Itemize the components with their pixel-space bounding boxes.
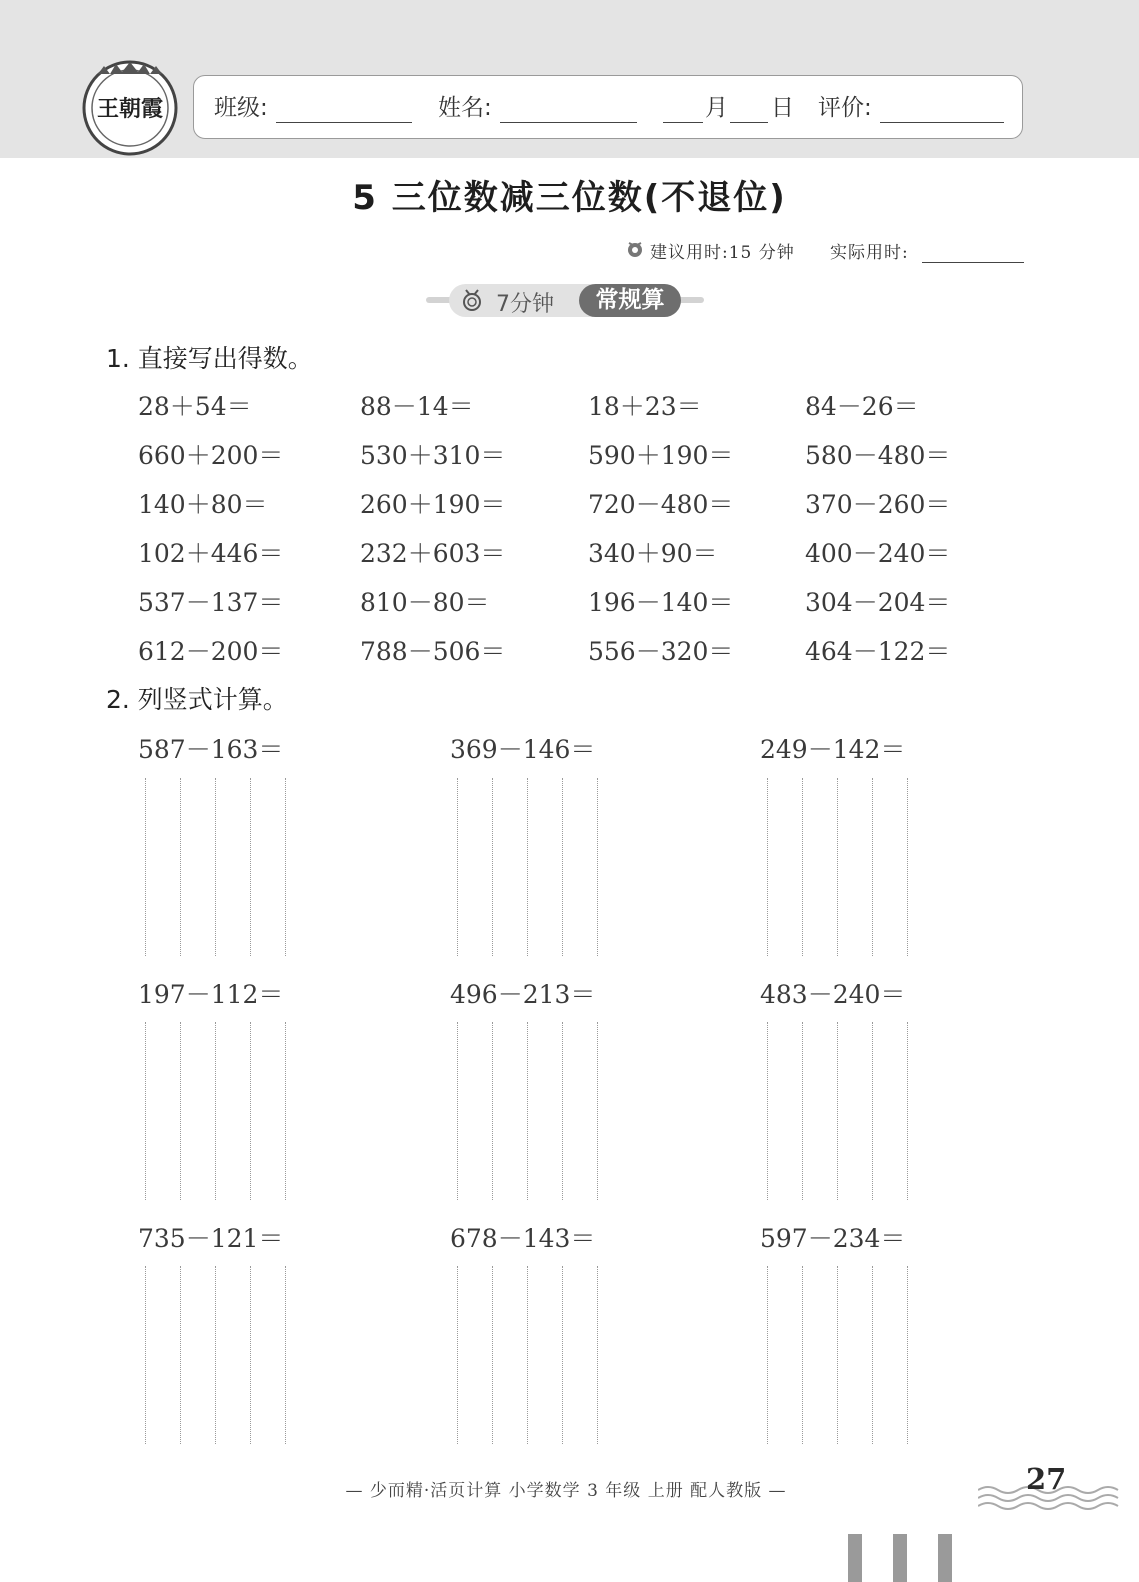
equation: 537－137＝ [138, 588, 284, 617]
month-label: 月 [705, 95, 728, 121]
work-column-guide [457, 1022, 458, 1200]
equation: 556－320＝ [588, 637, 734, 666]
work-column-guide [562, 1266, 563, 1444]
equation: 18＋23＝ [588, 392, 702, 421]
brand-logo [80, 56, 180, 156]
work-column-guide [457, 778, 458, 956]
page-number: 27 [1026, 1462, 1067, 1496]
work-column-guide [250, 778, 251, 956]
equation: 340＋90＝ [588, 539, 718, 568]
page-title: 5 三位数减三位数(不退位) [352, 178, 787, 218]
work-column-guide [802, 1022, 803, 1200]
work-column-guide [285, 1266, 286, 1444]
work-column-guide [215, 1266, 216, 1444]
work-column-guide [145, 1266, 146, 1444]
clock-icon [625, 239, 645, 259]
edge-tab [938, 1534, 952, 1582]
work-column-guide [837, 1022, 838, 1200]
day-field[interactable] [730, 122, 768, 123]
vertical-equation: 587－163＝ [138, 735, 284, 764]
suggested-time: 建议用时:15 分钟 [650, 243, 795, 263]
work-column-guide [562, 1022, 563, 1200]
equation: 530＋310＝ [360, 441, 506, 470]
equation: 232＋603＝ [360, 539, 506, 568]
work-column-guide [285, 1022, 286, 1200]
equation: 140＋80＝ [138, 490, 268, 519]
work-column-guide [215, 778, 216, 956]
vertical-equation: 483－240＝ [760, 980, 906, 1009]
work-column-guide [802, 1266, 803, 1444]
equation: 84－26＝ [805, 392, 919, 421]
work-column-guide [527, 1266, 528, 1444]
equation: 612－200＝ [138, 637, 284, 666]
equation: 464－122＝ [805, 637, 951, 666]
work-column-guide [215, 1022, 216, 1200]
work-column-guide [872, 778, 873, 956]
footer-text: — 少而精·活页计算 小学数学 3 年级 上册 配人教版 — [345, 1481, 787, 1501]
work-column-guide [285, 778, 286, 956]
work-column-guide [180, 778, 181, 956]
equation: 370－260＝ [805, 490, 951, 519]
evaluation-field[interactable] [880, 122, 1004, 123]
work-column-guide [250, 1266, 251, 1444]
work-column-guide [767, 778, 768, 956]
vertical-equation: 197－112＝ [138, 980, 284, 1009]
vertical-equation: 678－143＝ [450, 1224, 596, 1253]
work-column-guide [907, 1022, 908, 1200]
equation: 590＋190＝ [588, 441, 734, 470]
work-column-guide [597, 778, 598, 956]
equation: 102＋446＝ [138, 539, 284, 568]
equation: 304－204＝ [805, 588, 951, 617]
section-tag: 常规算 [579, 284, 681, 317]
work-column-guide [145, 778, 146, 956]
work-column-guide [180, 1266, 181, 1444]
actual-time-field[interactable] [922, 262, 1024, 263]
work-column-guide [872, 1266, 873, 1444]
equation: 788－506＝ [360, 637, 506, 666]
work-column-guide [492, 778, 493, 956]
work-column-guide [802, 778, 803, 956]
work-column-guide [562, 778, 563, 956]
work-column-guide [492, 1266, 493, 1444]
edge-tab [893, 1534, 907, 1582]
month-field[interactable] [663, 122, 703, 123]
name-label: 姓名: [438, 95, 492, 121]
equation: 810－80＝ [360, 588, 490, 617]
part2-heading: 2. 列竖式计算。 [106, 685, 288, 714]
vertical-equation: 369－146＝ [450, 735, 596, 764]
class-label: 班级: [214, 95, 268, 121]
work-column-guide [907, 1266, 908, 1444]
work-column-guide [767, 1266, 768, 1444]
section-minutes: 7分钟 [496, 292, 554, 317]
work-column-guide [457, 1266, 458, 1444]
work-column-guide [597, 1022, 598, 1200]
work-column-guide [527, 778, 528, 956]
work-column-guide [180, 1022, 181, 1200]
equation: 720－480＝ [588, 490, 734, 519]
student-info-box [193, 75, 1023, 139]
work-column-guide [767, 1022, 768, 1200]
vertical-equation: 735－121＝ [138, 1224, 284, 1253]
work-column-guide [837, 1266, 838, 1444]
medal-icon [460, 288, 484, 312]
work-column-guide [527, 1022, 528, 1200]
vertical-equation: 597－234＝ [760, 1224, 906, 1253]
part1-heading: 1. 直接写出得数。 [106, 344, 313, 373]
equation: 400－240＝ [805, 539, 951, 568]
work-column-guide [250, 1022, 251, 1200]
equation: 660＋200＝ [138, 441, 284, 470]
equation: 580－480＝ [805, 441, 951, 470]
vertical-equation: 496－213＝ [450, 980, 596, 1009]
evaluation-label: 评价: [818, 95, 872, 121]
equation: 260＋190＝ [360, 490, 506, 519]
name-field[interactable] [500, 122, 637, 123]
actual-time-label: 实际用时: [830, 243, 909, 263]
equation: 88－14＝ [360, 392, 474, 421]
logo-text: 王朝霞 [96, 96, 164, 122]
class-field[interactable] [276, 122, 412, 123]
work-column-guide [492, 1022, 493, 1200]
day-label: 日 [771, 95, 794, 121]
equation: 196－140＝ [588, 588, 734, 617]
work-column-guide [597, 1266, 598, 1444]
work-column-guide [907, 778, 908, 956]
vertical-equation: 249－142＝ [760, 735, 906, 764]
equation: 28＋54＝ [138, 392, 252, 421]
work-column-guide [872, 1022, 873, 1200]
edge-tab [848, 1534, 862, 1582]
work-column-guide [145, 1022, 146, 1200]
work-column-guide [837, 778, 838, 956]
